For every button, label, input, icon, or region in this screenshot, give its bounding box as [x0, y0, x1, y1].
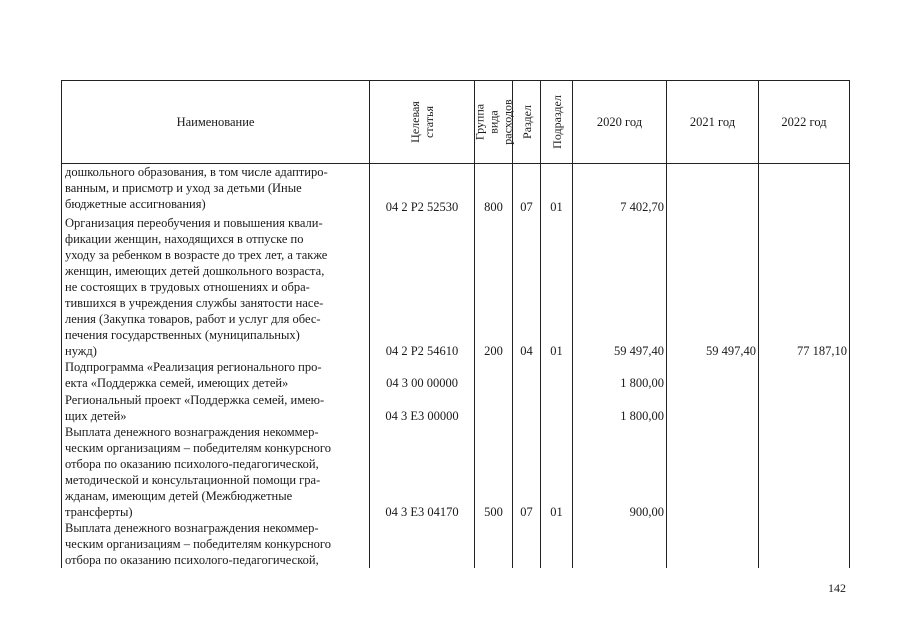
- row-2022-cell: [759, 520, 850, 568]
- row-target: 04 2 Р2 52530: [385, 200, 459, 214]
- row-2021-cell: [667, 520, 759, 568]
- row-2022-cell: [759, 359, 850, 391]
- row-2020-cell: [573, 520, 667, 568]
- row-name: [65, 424, 366, 520]
- row-section: 07: [520, 504, 533, 519]
- row-subsection: [541, 359, 572, 375]
- row-2020: 900,00: [629, 504, 664, 519]
- row-name: [65, 392, 366, 424]
- row-2022-cell: [759, 215, 850, 359]
- row-2021-cell: [667, 215, 759, 359]
- row-2020-cell: [573, 392, 667, 424]
- row-name-line: Региональный проект «Поддержка семей, имею-: [65, 392, 325, 407]
- row-name-cell: [62, 359, 370, 391]
- row-group-cell: [475, 424, 513, 520]
- row-2020: 7 402,70: [620, 200, 664, 214]
- row-target-cell: [370, 359, 475, 391]
- row-2021: [667, 520, 756, 552]
- row-2021: [667, 359, 756, 375]
- header-target: [370, 81, 475, 164]
- table-row: [62, 392, 850, 424]
- row-subsection-cell: [541, 424, 573, 520]
- row-section: [513, 359, 540, 375]
- row-target-cell: [370, 424, 475, 520]
- header-2022: 2022 год: [759, 81, 850, 164]
- row-name: [65, 164, 366, 212]
- header-row: [62, 81, 850, 164]
- row-2021-cell: [667, 359, 759, 391]
- row-2021: [667, 164, 756, 199]
- header-name: Наименование: [62, 81, 370, 164]
- row-name-line: трансферты): [65, 504, 133, 519]
- row-subsection: 01: [550, 504, 563, 519]
- row-2021-cell: [667, 164, 759, 216]
- row-2020-cell: [573, 359, 667, 391]
- row-section: [513, 392, 540, 408]
- row-name-line: ческим организациям – победителям конкурсного: [65, 440, 331, 455]
- row-2021-cell: [667, 392, 759, 424]
- row-name-line: Выплата денежного вознаграждения некоммер-: [65, 424, 319, 439]
- row-name-cell: [62, 392, 370, 424]
- row-2022-cell: [759, 392, 850, 424]
- table-row: [62, 164, 850, 216]
- row-name-line: не состоящих в трудовых отношениях и обра-: [65, 280, 310, 295]
- row-target: [370, 520, 474, 552]
- row-group: [475, 359, 512, 375]
- row-target-cell: [370, 164, 475, 216]
- header-section-text: Раздел: [519, 105, 534, 139]
- row-name-line: щих детей»: [65, 408, 127, 423]
- row-name-line: уходу за ребенком в возрасте до трех лет, а также: [65, 248, 328, 263]
- row-2020-cell: [573, 164, 667, 216]
- row-2020: 1 800,00: [620, 408, 664, 423]
- row-2022: [759, 520, 847, 552]
- row-target: 04 3 00 00000: [386, 376, 458, 391]
- row-name-line: Подпрограмма «Реализация регионального про-: [65, 360, 322, 375]
- row-2021-cell: [667, 424, 759, 520]
- row-target-cell: [370, 392, 475, 424]
- row-2022: [759, 392, 847, 408]
- row-name-line: ческим организациям – победителям конкурсного: [65, 536, 331, 551]
- header-subsection-text: Подраздел: [549, 95, 564, 149]
- row-2022-cell: [759, 424, 850, 520]
- row-section: 07: [520, 200, 533, 214]
- table-row: [62, 520, 850, 568]
- row-name-line: екта «Поддержка семей, имеющих детей»: [65, 376, 289, 391]
- row-section: 04: [520, 344, 533, 359]
- row-2020-cell: [573, 424, 667, 520]
- row-section-cell: [513, 424, 541, 520]
- row-name: [65, 359, 366, 391]
- row-group: 200: [484, 344, 503, 359]
- row-2022: [759, 359, 847, 375]
- row-target: 04 2 Р2 54610: [385, 344, 459, 359]
- row-2021: 59 497,40: [706, 344, 756, 359]
- header-group-text: Группа вида расходов: [472, 99, 515, 145]
- row-2021: [667, 392, 756, 408]
- row-group: 800: [484, 200, 503, 214]
- table-row: [62, 359, 850, 391]
- row-group-cell: [475, 164, 513, 216]
- row-group-cell: [475, 520, 513, 568]
- row-subsection-cell: [541, 359, 573, 391]
- table-body: [62, 164, 850, 569]
- row-subsection-cell: [541, 215, 573, 359]
- row-group: [475, 392, 512, 408]
- row-group: [475, 520, 512, 552]
- row-target: 04 3 Е3 04170: [385, 504, 459, 519]
- row-name: [65, 215, 366, 359]
- row-section: [513, 520, 540, 552]
- row-target: 04 3 Е3 00000: [385, 408, 459, 423]
- row-name-line: отбора по оказанию психолого-педагогической,: [65, 456, 319, 471]
- row-2020: [573, 520, 664, 552]
- row-2022: [759, 424, 847, 504]
- header-section: [513, 81, 541, 164]
- page-number: 142: [828, 581, 846, 595]
- row-2020-cell: [573, 215, 667, 359]
- row-2020: 1 800,00: [620, 376, 664, 391]
- row-name-line: бюджетные ассигнования): [65, 197, 206, 211]
- row-name-line: женщин, имеющих детей дошкольного возраста,: [65, 264, 325, 279]
- row-2022: [759, 164, 847, 199]
- row-subsection: [541, 392, 572, 408]
- row-name-line: фикации женщин, находящихся в отпуске по: [65, 232, 304, 247]
- row-subsection: [541, 520, 572, 552]
- header-2021: 2021 год: [667, 81, 759, 164]
- row-name: [65, 520, 366, 568]
- header-subsection: [541, 81, 573, 164]
- row-subsection: 01: [550, 344, 563, 359]
- row-subsection-cell: [541, 520, 573, 568]
- row-section-cell: [513, 392, 541, 424]
- row-name-line: жданам, имеющим детей (Межбюджетные: [65, 488, 293, 503]
- row-group-cell: [475, 359, 513, 391]
- row-name-cell: [62, 520, 370, 568]
- header-2020: 2020 год: [573, 81, 667, 164]
- row-section-cell: [513, 520, 541, 568]
- row-2021: [667, 424, 756, 504]
- row-group: 500: [484, 504, 503, 519]
- row-name-line: Выплата денежного вознаграждения некоммер-: [65, 520, 319, 535]
- row-name-line: дошкольного образования, в том числе адаптиро-: [65, 165, 328, 179]
- header-group: [472, 81, 515, 164]
- row-name-line: ванным, и присмотр и уход за детьми (Иные: [65, 181, 302, 195]
- header-target-text: Целевая статья: [408, 101, 436, 143]
- row-name-line: отбора по оказанию психолого-педагогической,: [65, 552, 319, 567]
- row-target-cell: [370, 520, 475, 568]
- row-name-line: печения государственных (муниципальных): [65, 328, 300, 343]
- row-2022: 77 187,10: [797, 344, 847, 359]
- row-name-cell: [62, 424, 370, 520]
- row-section-cell: [513, 359, 541, 391]
- row-group-cell: [475, 392, 513, 424]
- row-name-line: Организация переобучения и повышения квали-: [65, 216, 323, 231]
- table-row: [62, 215, 850, 359]
- budget-table: [61, 80, 850, 568]
- row-subsection: 01: [550, 200, 563, 214]
- row-section-cell: [513, 215, 541, 359]
- row-name-cell: [62, 215, 370, 359]
- row-subsection-cell: [541, 392, 573, 424]
- row-target-cell: [370, 215, 475, 359]
- table-row: [62, 424, 850, 520]
- row-2020: 59 497,40: [614, 344, 664, 359]
- row-section-cell: [513, 164, 541, 216]
- row-group-cell: [475, 215, 513, 359]
- row-name-line: ления (Закупка товаров, работ и услуг для обес-: [65, 312, 321, 327]
- row-name-line: нужд): [65, 344, 97, 359]
- row-2022-cell: [759, 164, 850, 216]
- row-name-line: тившихся в учреждения службы занятости насе-: [65, 296, 324, 311]
- row-name-cell: [62, 164, 370, 216]
- row-subsection-cell: [541, 164, 573, 216]
- row-name-line: методической и консультационной помощи гра-: [65, 472, 321, 487]
